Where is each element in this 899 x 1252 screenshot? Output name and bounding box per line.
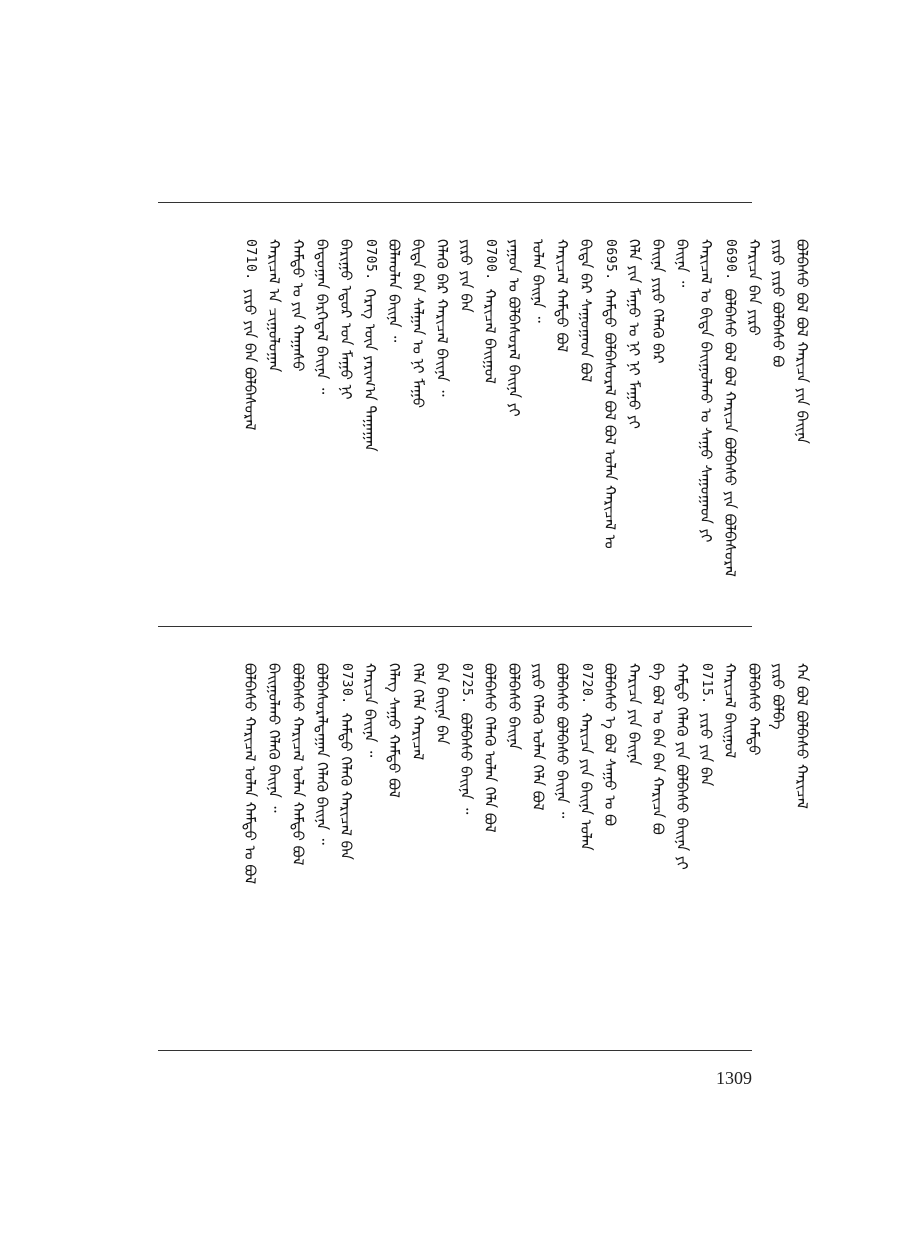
text-column <box>768 663 788 730</box>
text-column <box>288 239 308 372</box>
verse-line: ᠬᠠᠷᠢᠴᠠᠯ ᠬᠠᠮᠲᠤ ᠪᠣᠯ <box>553 239 571 353</box>
line-number: 0700. <box>483 239 498 281</box>
verse-line: ᠪᠠᠢᠨᠠ ᠃ <box>673 239 691 288</box>
bottom-rule <box>158 1050 752 1051</box>
text-column <box>672 239 692 287</box>
line-number: 0720. <box>579 663 594 705</box>
text-column <box>528 239 548 323</box>
verse-line: ᠬᠡᠯᠡ ᠶᠢᠨ ᠮᠠᠭᠤ ᠤ ᠨᠢ ᠨᠢ ᠮᠠᠭᠤ ᠶᠢ <box>625 239 643 429</box>
verse-line: ᠪᠠ ᠪᠣᠯ ᠤ ᠪᠠᠨ ᠪᠠᠨ ᠬᠠᠷᠢᠴᠠ ᠪᠣ <box>649 663 667 835</box>
text-column <box>360 663 380 757</box>
text-column <box>720 239 740 577</box>
line-number: 0690. <box>723 239 738 281</box>
text-column <box>720 663 740 758</box>
text-column <box>672 663 692 870</box>
text-column <box>336 239 356 400</box>
verse-line: ᠪᠢᠳᠡ ᠪᠠᠨ ᠰᠠᠯᠭᠠᠨ ᠤ ᠨᠢ ᠮᠠᠭᠤ <box>409 239 427 409</box>
verse-line: ᠪᠣᠯᠪᠠᠰᠤ ᠪᠣᠯ ᠪᠣᠯ ᠬᠠᠷᠢᠴᠠ ᠪᠣᠯᠪᠠᠰᠤ ᠶᠢᠨ ᠪᠣᠯᠪᠠᠰᠤᠷᠠᠯ <box>721 288 739 577</box>
text-column <box>600 239 620 549</box>
text-column <box>696 663 716 786</box>
verse-line: ᠬᠠ ᠪᠣᠯ ᠪᠣᠯᠪᠠᠰᠤ ᠬᠠᠷᠢᠴᠠᠯ <box>793 663 811 809</box>
upper-text-panel <box>158 203 811 626</box>
text-column <box>288 663 308 865</box>
verse-line: ᠬᠡᠯᠡ ᠬᠡᠯᠡ ᠬᠠᠷᠢᠴᠠᠯ <box>409 663 427 761</box>
text-column <box>648 663 668 835</box>
text-column <box>384 663 404 798</box>
verse-line: ᠬᠠᠷᠢᠴᠠ ᠪᠠᠨ ᠶᠢᠷᠦ <box>745 239 763 336</box>
verse-line: ᠬᠡᠯᠡᠭ ᠰᠠᠭᠤ ᠬᠠᠮᠲᠤ ᠪᠣᠯ <box>385 663 403 798</box>
text-column <box>264 663 284 813</box>
text-column <box>264 239 284 372</box>
verse-line: ᠬᠠᠮᠲᠤ ᠤ ᠶᠢᠨ ᠬᠠᠭᠠᠰᠤ <box>289 239 307 372</box>
text-column <box>552 663 572 818</box>
line-number: 0730. <box>339 663 354 705</box>
verse-line: ᠬᠠᠷᠢᠴᠠᠯ ᠠ ᠴᠢᠭᠤᠯᠤᠭᠠᠨ <box>265 239 283 373</box>
text-column <box>336 663 356 860</box>
text-column <box>480 663 500 833</box>
verse-line: ᠬᠠᠷᠢᠴᠠᠯ ᠪᠠᠢᠭᠤᠯ <box>481 288 499 384</box>
verse-line: ᠬᠠᠷᠢᠴᠠ ᠪᠠᠢᠨᠠ ᠃ <box>361 663 379 758</box>
text-column <box>624 239 644 429</box>
text-column <box>552 239 572 352</box>
text-column <box>600 663 620 826</box>
verse-line: ᠪᠣᠯᠪᠠᠰᠤ ᠬᠠᠮᠲᠤ <box>745 663 763 756</box>
verse-line: ᠬᠠᠷᠢᠴᠠᠯ ᠤ ᠪᠢᠳᠡ ᠪᠠᠢᠭᠤᠯᠬᠤ ᠤ ᠰᠠᠭᠤ ᠰᠠᠭᠤᠭᠠᠳ ᠶᠢ <box>697 239 715 543</box>
verse-line: ᠶᠢᠷᠦ ᠬᠡᠯᠡᠬᠦ ᠣᠯᠠᠨ ᠬᠡᠯᠡ ᠪᠣᠯ <box>529 663 547 811</box>
verse-line: ᠪᠣᠯᠪᠠᠰᠤ ᠡ ᠪᠣᠯ ᠰᠠᠭᠤ ᠤ ᠪᠣ <box>601 663 619 827</box>
verse-line: ᠪᠠᠨ ᠪᠠᠢᠨᠠ ᠪᠠᠨ <box>433 663 451 745</box>
text-column <box>576 239 596 382</box>
line-number: 0725. <box>459 663 474 705</box>
verse-line: ᠪᠠᠳᠤᠭᠠᠨ ᠪᠡᠷᠬᠡᠳᠡᠯ ᠪᠠᠢᠨᠠ ᠃ <box>313 239 331 395</box>
verse-line: ᠶᠢᠷᠦ ᠶᠢᠨ ᠪᠠᠨ <box>697 712 715 787</box>
verse-line: ᠪᠣᠯᠪᠠᠰᠤ ᠪᠠᠢᠨᠠ <box>505 663 523 750</box>
text-column <box>792 239 812 444</box>
text-column <box>360 239 380 452</box>
text-column <box>504 239 524 417</box>
verse-line: ᠪᠠᠷᠢᠭᠤ ᠡᠳᠦᠷ ᠤᠨ ᠮᠠᠭᠤ ᠨᠢ <box>337 239 355 400</box>
verse-line: ᠬᠠᠮᠲᠤ ᠬᠡᠯᠡᠬᠦ ᠬᠠᠷᠢᠴᠠᠯ ᠪᠠᠨ <box>337 712 355 860</box>
verse-line: ᠶᠢᠷᠦ ᠶᠢᠨ ᠪᠠᠨ ᠪᠣᠯᠪᠠᠰᠤᠷᠠᠯ <box>241 288 259 431</box>
text-column <box>768 239 788 367</box>
text-column <box>624 663 644 765</box>
text-column <box>408 663 428 760</box>
verse-line: ᠬᠡᠷᠡᠭ ᠦᠨ ᠶᠠᠷᠢᠭ᠎ᠠ ᠳᠠᠭᠠᠭᠠᠨ <box>361 288 379 452</box>
line-number: 0710. <box>243 239 258 281</box>
lower-text-panel <box>158 627 811 1050</box>
verse-line: ᠬᠠᠷᠢᠴᠠᠯ ᠪᠠᠢᠭᠤᠯ <box>721 663 739 759</box>
verse-line: ᠬᠠᠷᠢᠴᠠ ᠶᠢᠨ ᠪᠠᠢᠨᠠ ᠣᠯᠠᠨ <box>577 712 595 851</box>
verse-line: ᠪᠣᠯᠪᠠᠰᠤ ᠬᠡᠯᠡᠬᠦ ᠣᠯᠠᠨ ᠬᠡᠯᠡ ᠪᠣᠯ <box>481 663 499 833</box>
verse-line: ᠶᠢᠷᠦ ᠪᠣᠯᠪᠠ <box>769 663 787 730</box>
text-column <box>408 239 428 408</box>
verse-line: ᠪᠠᠢᠨᠠ ᠶᠢᠷᠦ ᠬᠡᠯᠡᠬᠦ ᠪᠠᠷ <box>649 239 667 364</box>
text-column <box>240 239 260 430</box>
text-column <box>456 239 476 313</box>
text-column <box>576 663 596 851</box>
text-column <box>504 663 524 750</box>
line-number: 0705. <box>363 239 378 281</box>
verse-line: ᠪᠣᠯᠪᠠᠰᠤ ᠬᠠᠷᠢᠴᠠᠯ ᠣᠯᠠᠨ ᠬᠠᠮᠲᠤ ᠤ ᠪᠣᠯ <box>241 663 259 885</box>
text-column <box>696 239 716 542</box>
verse-line: ᠬᠠᠮᠲᠤ ᠪᠣᠯᠪᠠᠰᠤᠷᠠᠯ ᠪᠣᠯ ᠪᠣᠯ ᠣᠯᠠᠨ ᠬᠠᠷᠢᠴᠠᠯ ᠤ <box>601 288 619 549</box>
line-number: 0695. <box>603 239 618 281</box>
verse-line: ᠶᠢᠷᠦ ᠶᠢᠷᠦ ᠪᠣᠯᠪᠠᠰᠤ ᠪᠣ <box>769 239 787 368</box>
text-column <box>744 663 764 756</box>
text-column <box>456 663 476 814</box>
text-column <box>432 239 452 396</box>
verse-line: ᠪᠣᠯᠬᠣᠯᠠᠨ ᠪᠠᠢᠨᠠ ᠃ <box>385 239 403 343</box>
verse-line: ᠬᠠᠷᠢᠴᠠ ᠶᠢᠨ ᠪᠠᠢᠨᠠ <box>625 663 643 766</box>
verse-line: ᠪᠣᠯᠪᠠᠰᠤ ᠪᠣᠯ ᠪᠣᠯ ᠬᠠᠷᠢᠴᠠ ᠶᠢᠨ ᠪᠠᠢᠨᠠ <box>793 239 811 444</box>
text-column <box>312 239 332 394</box>
verse-line: ᠪᠣᠯᠪᠠᠰᠤ ᠬᠠᠷᠢᠴᠠᠯ ᠣᠯᠠᠨ ᠬᠠᠮᠲᠤ ᠪᠣᠯ <box>289 663 307 866</box>
verse-line: ᠪᠣᠯᠪᠠᠰᠤ ᠪᠠᠢᠨᠠ ᠃ <box>457 712 475 815</box>
verse-line: ᠪᠠᠢᠭᠤᠯᠬᠤ ᠬᠡᠯᠡᠬᠦ ᠪᠠᠢᠨᠠ ᠃ <box>265 663 283 813</box>
verse-line: ᠶᠢᠷᠦ ᠶᠢᠨ ᠪᠠᠨ <box>457 239 475 313</box>
text-column <box>480 239 500 384</box>
verse-line: ᠬᠠᠮᠲᠤ ᠬᠡᠯᠡᠬᠦ ᠶᠢᠨ ᠪᠣᠯᠪᠠᠰᠤ ᠪᠠᠢᠨᠠ ᠶᠢ <box>673 663 691 870</box>
line-number: 0715. <box>699 663 714 705</box>
verse-line: ᠶᠠᠭᠤᠨ ᠤ ᠪᠣᠯᠪᠠᠰᠤᠷᠠᠯ ᠪᠠᠢᠨᠠ ᠶᠢ <box>505 239 523 417</box>
text-column <box>384 239 404 342</box>
text-column <box>528 663 548 811</box>
verse-line: ᠬᠡᠯᠡᠬᠦ ᠪᠡᠷ ᠬᠠᠷᠢᠴᠠᠯ ᠪᠠᠢᠨᠠ ᠃ <box>433 239 451 397</box>
verse-line: ᠪᠢᠳᠡ ᠪᠡᠷ ᠰᠠᠭᠤᠭᠠᠳ ᠪᠣᠯ <box>577 239 595 383</box>
text-column <box>792 663 812 809</box>
text-column <box>312 663 332 845</box>
text-column <box>648 239 668 364</box>
page-number: 1309 <box>716 1068 752 1088</box>
text-column <box>744 239 764 336</box>
text-column <box>240 663 260 884</box>
verse-line: ᠣᠯᠠᠨ ᠪᠠᠢᠨᠠ ᠃ <box>529 239 547 323</box>
text-column <box>432 663 452 745</box>
verse-line: ᠪᠣᠯᠪᠠᠰᠤ ᠪᠣᠯᠪᠠᠰᠤ ᠪᠠᠢᠨᠠ ᠃ <box>553 663 571 819</box>
verse-line: ᠪᠣᠯᠪᠠᠰᠤᠷᠠᠯᠳᠠᠭᠠᠨ ᠬᠡᠯᠡᠬᠦ ᠪᠠᠢᠨᠠ ᠃ <box>313 663 331 845</box>
